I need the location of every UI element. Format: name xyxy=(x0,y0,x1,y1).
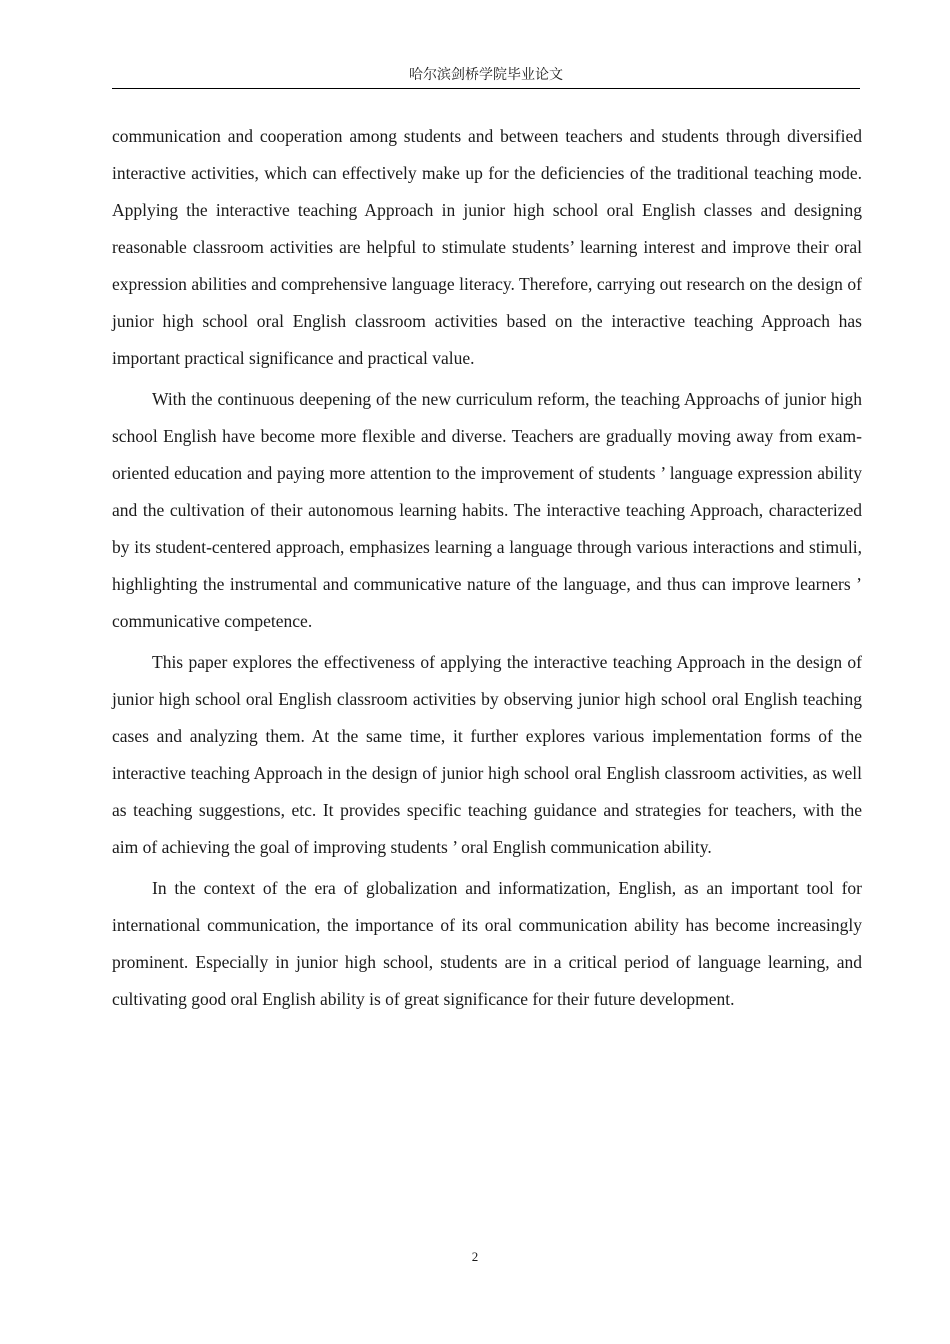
page-number: 2 xyxy=(471,1249,479,1264)
page-header: 哈尔滨剑桥学院毕业论文 xyxy=(112,66,860,89)
paragraph: In the context of the era of globalization and informatization, English, as an important tool for international communication, the importance of its oral communication ability has become increasingly prominent. Especially in junior high school, students are in a critical period of language learning, and cultivating good oral English ability is of great significance for their future development. xyxy=(112,878,862,1009)
paragraph: This paper explores the effectiveness of applying the interactive teaching Approach in the design of junior high school oral English classroom activities by observing junior high school oral English teaching cases and analyzing them. At the same time, it further explores various implementation forms of the interactive teaching Approach in the design of junior high school oral English classroom activities, as well as teaching suggestions, etc. It provides specific teaching guidance and strategies for teachers, with the aim of achieving the goal of improving students ’ oral English communication ability. xyxy=(112,652,862,857)
paragraph: With the continuous deepening of the new curriculum reform, the teaching Approachs of junior high school English have become more flexible and diverse. Teachers are gradually moving away from exam-oriented education and paying more attention to the improvement of students ’ language expression ability and the cultivation of their autonomous learning habits. The interactive teaching Approach, characterized by its student-centered approach, emphasizes learning a language through various interactions and stimuli, highlighting the instrumental and communicative nature of the language, and thus can improve learners ’ communicative competence. xyxy=(112,389,862,631)
body-text xyxy=(112,118,862,1018)
paragraph-continuation: communication and cooperation among students and between teachers and students through diversified interactive activities, which can effectively make up for the deficiencies of the traditional teaching mode. Applying the interactive teaching Approach in junior high school oral English classes and designing reasonable classroom activities are helpful to stimulate students’ learning interest and improve their oral expression abilities and comprehensive language literacy. Therefore, carrying out research on the design of junior high school oral English classroom activities based on the interactive teaching Approach has important practical significance and practical value. xyxy=(112,126,862,368)
